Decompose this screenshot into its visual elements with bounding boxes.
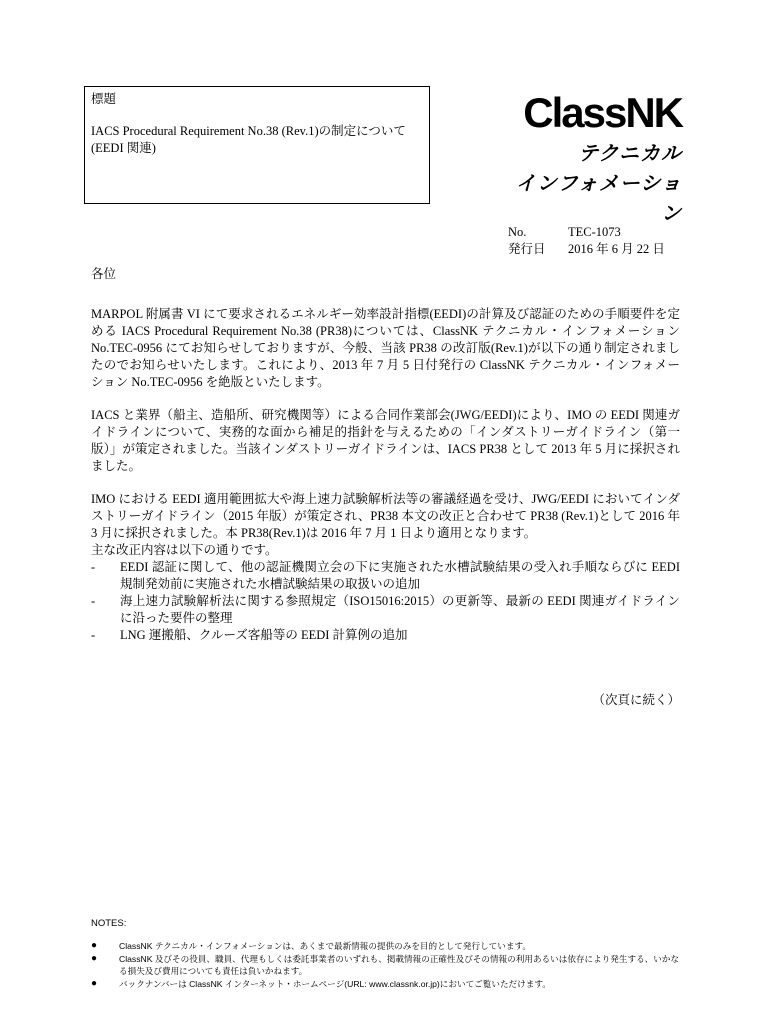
list-item-text: LNG 運搬船、クルーズ客船等の EEDI 計算例の追加 — [120, 628, 408, 642]
note-text: ClassNK テクニカル・インフォメーションは、あくまで最新情報の提供のみを目的として発行しています。 — [119, 941, 531, 951]
document-info — [508, 224, 665, 258]
list-item — [91, 593, 680, 627]
title-label: 標題 — [91, 92, 117, 106]
paragraph: IMO における EEDI 適用範囲拡大や海上速力試験解析法等の審議経過を受け、JWG/EEDI においてインダストリーガイドライン（2015 年版）が策定され、PR38 本文の改正と合わせて PR38 (Rev.1)として 2016 年 3 月に採択されました。本 PR38(Rev.1)は 2016 年 7 月 1 日より適用となります。 — [91, 492, 680, 540]
list-item — [91, 559, 680, 593]
notes-heading: NOTES: — [91, 918, 127, 929]
dash-marker: - — [91, 560, 96, 574]
logo-line-2: インフォメーション — [515, 171, 682, 225]
list-item-text: 海上速力試験解析法に関する参照規定（ISO15016:2015）の更新等、最新の EEDI 関連ガイドラインに沿った要件の整理 — [120, 594, 680, 625]
note-text: バックナンバーは ClassNK インターネット・ホームページ(URL: www.classnk.or.jp)においてご覧いただけます。 — [119, 979, 551, 989]
dash-marker: - — [91, 628, 96, 642]
logo-brand: ClassNK — [523, 89, 682, 136]
bullet-icon: ● — [91, 978, 98, 989]
classnk-logo — [500, 88, 682, 228]
doc-number-label: No. — [508, 225, 527, 239]
issue-date-label: 発行日 — [508, 242, 546, 256]
continued-note: （次頁に続く） — [592, 693, 680, 707]
logo-line-1: テクニカル — [578, 141, 682, 165]
salutation: 各位 — [91, 267, 117, 281]
bullet-icon: ● — [91, 953, 98, 964]
changes-list — [91, 559, 680, 644]
note-item — [91, 940, 683, 952]
list-item-text: EEDI 認証に関して、他の認証機関立会の下に実施された水槽試験結果の受入れ手順ならびに EEDI 規制発効前に実施された水槽試験結果の取扱いの追加 — [120, 560, 680, 591]
body-text — [91, 306, 680, 644]
note-item — [91, 953, 683, 977]
note-item — [91, 978, 683, 990]
issue-date-value: 2016 年 6 月 22 日 — [568, 242, 665, 256]
dash-marker: - — [91, 594, 96, 608]
document-title: IACS Procedural Requirement No.38 (Rev.1)の制定について(EEDI 関連) — [91, 124, 406, 155]
bullet-icon: ● — [91, 940, 98, 951]
changes-intro: 主な改正内容は以下の通りです。 — [91, 543, 278, 557]
notes-list — [91, 940, 683, 990]
doc-number-value: TEC-1073 — [568, 225, 621, 239]
paragraph: IACS と業界（船主、造船所、研究機関等）による合同作業部会(JWG/EEDI)により、IMO の EEDI 関連ガイドラインについて、実務的な面から補足的指針を与えるための「インダストリーガイドライン（第一版）」が策定されました。当該インダストリーガイドラインは、IACS PR38 として 2013 年 5 月に採択されました。 — [91, 408, 680, 473]
title-box — [84, 86, 430, 204]
paragraph: MARPOL 附属書 VI にて要求されるエネルギー効率設計指標(EEDI)の計算及び認証のための手順要件を定める IACS Procedural Requirement No.38 (PR38)については、ClassNK テクニカル・インフォメーション No.TEC-0956 にてお知らせしておりますが、今般、当該 PR38 の改訂版(Rev.1)が以下の通り制定されましたのでお知らせいたします。これにより、2013 年 7 月 5 日付発行の ClassNK テクニカル・インフォメーション No.TEC-0956 を絶版といたします。 — [91, 307, 680, 389]
list-item — [91, 627, 680, 644]
notes-section — [91, 918, 683, 991]
note-text: ClassNK 及びその役員、職員、代理もしくは委託事業者のいずれも、掲載情報の正確性及びその情報の利用あるいは依存により発生する、いかなる損失及び費用についても責任は負いかねます。 — [119, 954, 680, 976]
